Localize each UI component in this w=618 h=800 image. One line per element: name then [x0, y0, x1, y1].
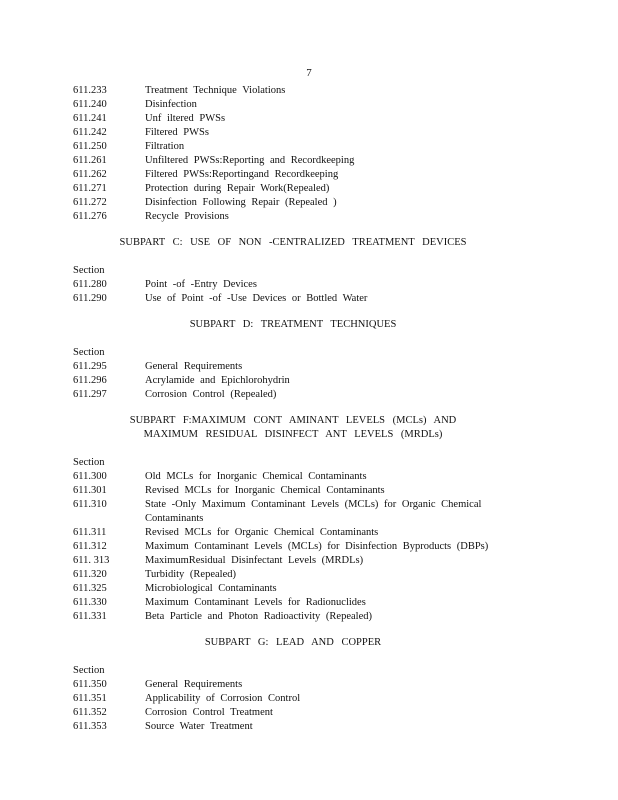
section-number: 611.280	[73, 279, 107, 290]
toc-entry	[73, 706, 543, 720]
section-title: Filtered PWSs:Reportingand Recordkeeping	[145, 169, 339, 180]
toc-entry	[73, 196, 543, 210]
toc-entry	[73, 484, 543, 498]
toc-entry	[73, 554, 543, 568]
subpart-heading-line: SUBPART G: LEAD AND COPPER	[204, 637, 382, 648]
toc-entry	[73, 112, 543, 126]
section-title: Unfiltered PWSs:Reporting and Recordkeeping	[145, 155, 355, 166]
subpart-heading	[73, 414, 543, 442]
section-title: Revised MCLs for Inorganic Chemical Contaminants	[145, 485, 385, 496]
section-title: Unf iltered PWSs	[145, 113, 226, 124]
section-title: Turbidity (Repealed)	[145, 569, 236, 580]
section-number: 611.311	[73, 527, 107, 538]
toc-entry	[73, 292, 543, 306]
section-label: Section	[73, 265, 105, 276]
toc-entry	[73, 540, 543, 554]
section-number: 611.330	[73, 597, 107, 608]
toc-entry	[73, 126, 543, 140]
section-title: Beta Particle and Photon Radioactivity (Repealed)	[145, 611, 372, 622]
section-title: Disinfection	[145, 99, 197, 110]
toc-entry	[73, 84, 543, 98]
section-title: State -Only Maximum Contaminant Levels (MCLs) for Organic Chemical Contaminants	[145, 499, 482, 524]
toc-entry	[73, 596, 543, 610]
section-title: Filtered PWSs	[145, 127, 209, 138]
page-number: 7	[306, 67, 312, 79]
toc-entry	[73, 470, 543, 484]
toc-entry	[73, 498, 543, 526]
section-title: MaximumResidual Disinfectant Levels (MRDLs)	[145, 555, 364, 566]
toc-entry	[73, 720, 543, 734]
section-number: 611.301	[73, 485, 107, 496]
subpart-heading-line: SUBPART D: TREATMENT TECHNIQUES	[189, 319, 397, 330]
toc-entry	[73, 526, 543, 540]
toc-entry	[73, 610, 543, 624]
section-title: Microbiological Contaminants	[145, 583, 277, 594]
section-number: 611.262	[73, 169, 107, 180]
section-title: Corrosion Control (Repealed)	[145, 389, 277, 400]
toc-entry	[73, 388, 543, 402]
section-number: 611.351	[73, 693, 107, 704]
section-title: Treatment Technique Violations	[145, 85, 286, 96]
section-title: Recycle Provisions	[145, 211, 229, 222]
toc-entry	[73, 278, 543, 292]
subpart-heading	[73, 318, 543, 332]
section-title: Acrylamide and Epichlorohydrin	[145, 375, 290, 386]
section-number: 611.352	[73, 707, 107, 718]
toc-entry	[73, 168, 543, 182]
toc-entry	[73, 582, 543, 596]
subpart-heading	[73, 636, 543, 650]
section-number: 611.242	[73, 127, 107, 138]
section-label: Section	[73, 665, 105, 676]
toc-entry	[73, 210, 543, 224]
section-title: General Requirements	[145, 679, 243, 690]
section-number: 611.241	[73, 113, 107, 124]
toc-entry	[73, 692, 543, 706]
section-label: Section	[73, 457, 105, 468]
toc-entry	[73, 360, 543, 374]
section-title: Old MCLs for Inorganic Chemical Contaminants	[145, 471, 367, 482]
section-number: 611.272	[73, 197, 107, 208]
table-of-contents	[73, 84, 543, 734]
toc-entry	[73, 182, 543, 196]
section-number: 611.300	[73, 471, 107, 482]
section-number: 611.310	[73, 499, 107, 510]
section-title: Disinfection Following Repair (Repealed )	[145, 197, 337, 208]
section-number: 611.295	[73, 361, 107, 372]
section-number: 611.312	[73, 541, 107, 552]
section-number: 611.320	[73, 569, 107, 580]
toc-entry	[73, 374, 543, 388]
section-number: 611. 313	[73, 555, 110, 566]
section-number: 611.296	[73, 375, 107, 386]
section-title: Corrosion Control Treatment	[145, 707, 273, 718]
section-number: 611.261	[73, 155, 107, 166]
section-number: 611.240	[73, 99, 107, 110]
section-number: 611.250	[73, 141, 107, 152]
toc-entry	[73, 154, 543, 168]
section-number: 611.297	[73, 389, 107, 400]
section-number: 611.331	[73, 611, 107, 622]
section-title: Protection during Repair Work(Repealed)	[145, 183, 330, 194]
section-number: 611.290	[73, 293, 107, 304]
section-number: 611.350	[73, 679, 107, 690]
section-title: General Requirements	[145, 361, 243, 372]
section-number: 611.353	[73, 721, 107, 732]
section-title: Point -of -Entry Devices	[145, 279, 257, 290]
section-title: Maximum Contaminant Levels for Radionuclides	[145, 597, 366, 608]
section-label: Section	[73, 347, 105, 358]
toc-entry	[73, 678, 543, 692]
toc-entry	[73, 98, 543, 112]
section-title: Use of Point -of -Use Devices or Bottled Water	[145, 293, 368, 304]
section-title: Revised MCLs for Organic Chemical Contaminants	[145, 527, 379, 538]
section-number: 611.276	[73, 211, 107, 222]
section-number: 611.271	[73, 183, 107, 194]
subpart-heading-line: SUBPART C: USE OF NON -CENTRALIZED TREATMENT DEVICES	[119, 237, 467, 248]
subpart-heading-line: MAXIMUM RESIDUAL DISINFECT ANT LEVELS (MRDLs)	[143, 429, 443, 440]
section-number: 611.325	[73, 583, 107, 594]
subpart-heading	[73, 236, 543, 250]
section-title: Applicability of Corrosion Control	[145, 693, 301, 704]
section-title: Filtration	[145, 141, 185, 152]
section-number: 611.233	[73, 85, 107, 96]
toc-entry	[73, 568, 543, 582]
section-title: Maximum Contaminant Levels (MCLs) for Disinfection Byproducts (DBPs)	[145, 541, 489, 552]
toc-entry	[73, 140, 543, 154]
subpart-heading-line: SUBPART F:MAXIMUM CONT AMINANT LEVELS (MCLs) AND	[129, 415, 457, 426]
section-title: Source Water Treatment	[145, 721, 253, 732]
